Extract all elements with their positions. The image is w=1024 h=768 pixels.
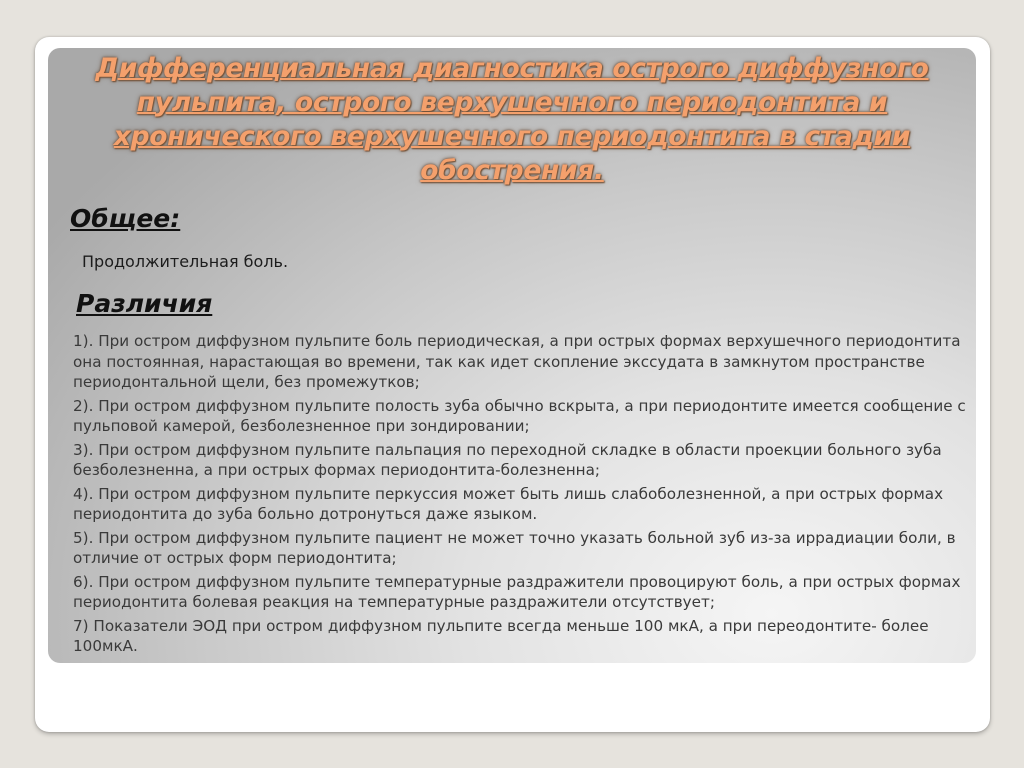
slide-title: Дифференциальная диагностика острого диффузного пульпита, острого верхушечного периодонтита и хронического верхушечного периодонтита в стадии обострения.	[95, 53, 929, 186]
difference-item: 1). При остром диффузном пульпите боль периодическая, а при острых формах верхушечного периодонтита она постоянная, нарастающая во времени, так как идет скопление экссудата в замкнутом пространстве периодонтальной щели, без промежутков;	[73, 332, 961, 391]
difference-item: 5). При остром диффузном пульпите пациент не может точно указать больной зуб из-за иррадиации боли, в отличие от острых форм периодонтита;	[73, 528, 956, 567]
difference-item: 6). При остром диффузном пульпите температурные раздражители провоцируют боль, а при острых формах периодонтита болевая реакция на температурные раздражители отсутствует;	[73, 572, 961, 611]
difference-item: 3). При остром диффузном пульпите пальпация по переходной складке в области проекции больного зуба безболезненна, а при острых формах периодонтита-болезненна;	[73, 440, 942, 479]
difference-item: 7) Показатели ЭОД при остром диффузном пульпите всегда меньше 100 мкА, а при переодонтите- более 100мкА.	[73, 616, 929, 655]
common-heading: Общее:	[70, 204, 181, 233]
difference-item: 2). При остром диффузном пульпите полость зуба обычно вскрыта, а при периодонтите имеется сообщение с пульповой камерой, безболезненное при зондировании;	[73, 396, 966, 435]
common-text: Продолжительная боль.	[82, 252, 289, 271]
difference-item: 4). При остром диффузном пульпите перкуссия может быть лишь слабоболезненной, а при острых формах периодонтита до зуба больно дотронуться даже языком.	[73, 484, 944, 523]
differences-list	[73, 331, 968, 660]
differences-heading: Различия	[76, 289, 213, 318]
